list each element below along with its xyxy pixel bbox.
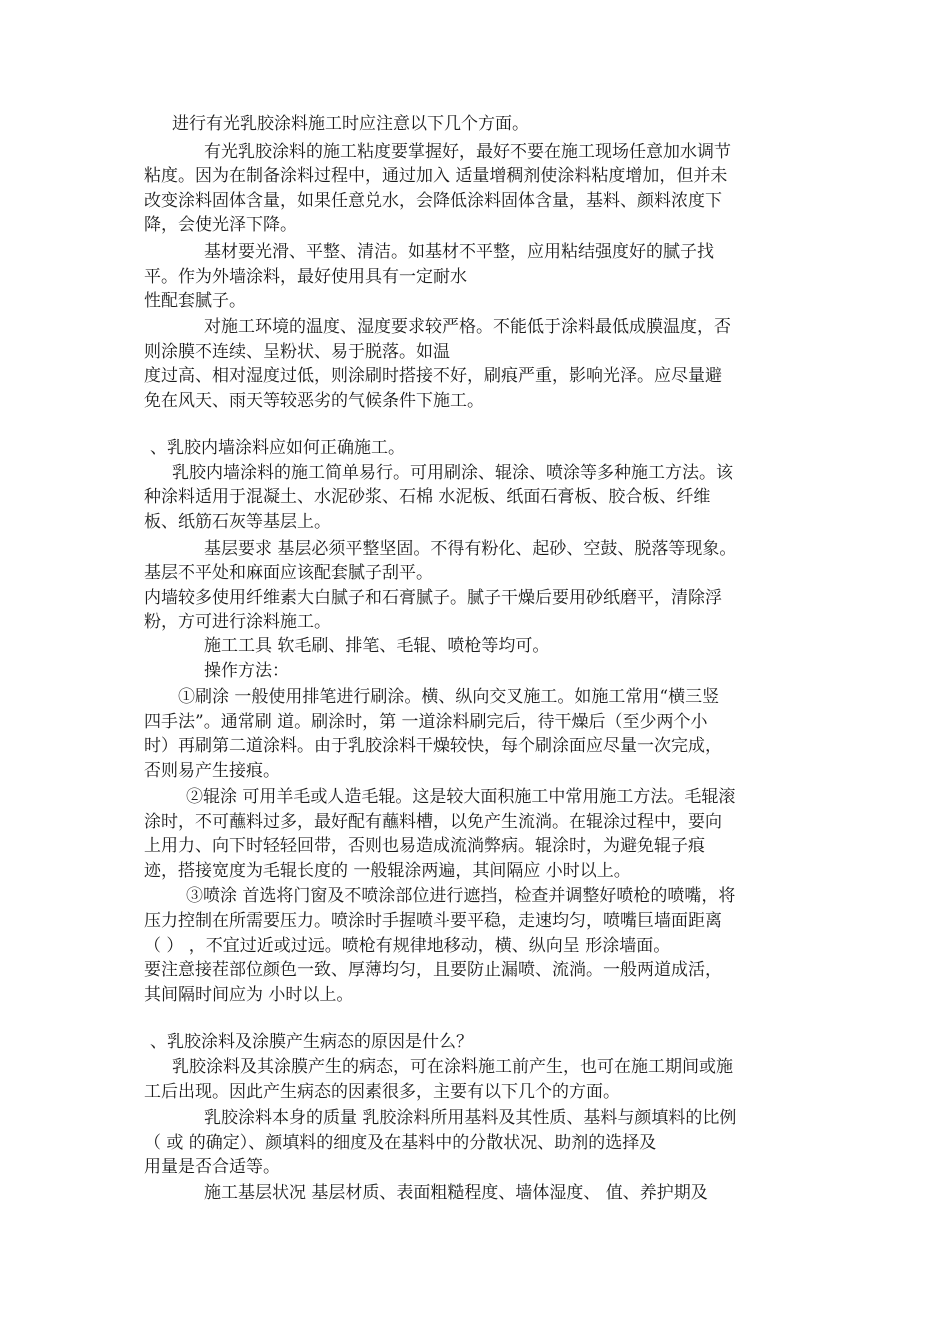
body-text-line: 基层不平处和麻面应该配套腻子刮平。 <box>144 563 433 583</box>
body-text-line: 板、纸筋石灰等基层上。 <box>144 512 331 532</box>
body-text-line: 性配套腻子。 <box>144 291 246 311</box>
body-text-line: 改变涂料固体含量，如果任意兑水，会降低涂料固体含量，基料、颜料浓度下 <box>144 191 722 211</box>
body-text-line: 乳胶涂料本身的质量 乳胶涂料所用基料及其性质、基料与颜填料的比例 <box>204 1108 737 1128</box>
body-text-line: 平。作为外墙涂料，最好使用具有一定耐水 <box>144 267 467 287</box>
body-text-line: ②辊涂 可用羊毛或人造毛辊。这是较大面积施工中常用施工方法。毛辊滚 <box>186 787 736 807</box>
body-text-line: 免在风天、雨天等较恶劣的气候条件下施工。 <box>144 391 484 411</box>
section-heading: 、乳胶内墙涂料应如何正确施工。 <box>150 438 405 458</box>
body-text-line: 基材要光滑、平整、清洁。如基材不平整，应用粘结强度好的腻子找 <box>204 242 714 262</box>
body-text-line: 则涂膜不连续、呈粉状、易于脱落。如温 <box>144 342 450 362</box>
body-text-line: 粉，方可进行涂料施工。 <box>144 612 331 632</box>
body-text-line: 压力控制在所需要压力。喷涂时手握喷斗要平稳，走速均匀，喷嘴巨墙面距离 <box>144 911 722 931</box>
body-text-line: 涂时，不可蘸料过多，最好配有蘸料槽，以免产生流淌。在辊涂过程中，要向 <box>144 812 722 832</box>
body-text-line: 施工工具 软毛刷、排笔、毛辊、喷枪等均可。 <box>204 636 550 656</box>
body-text-line: ③喷涂 首选将门窗及不喷涂部位进行遮挡，检查并调整好喷枪的喷嘴，将 <box>186 886 736 906</box>
body-text-line: 粘度。因为在制备涂料过程中，通过加入 适量增稠剂使涂料粘度增加，但并未 <box>144 166 728 186</box>
body-text-line: ①刷涂 一般使用排笔进行刷涂。横、纵向交叉施工。如施工常用“横三竖 <box>178 687 720 707</box>
body-text-line: 否则易产生接痕。 <box>144 761 280 781</box>
body-text-line: 上用力、向下时轻轻回带，否则也易造成流淌弊病。辊涂时，为避免辊子痕 <box>144 836 705 856</box>
body-text-line: 迹，搭接宽度为毛辊长度的 一般辊涂两遍，其间隔应 小时以上。 <box>144 861 631 881</box>
section-heading: 、乳胶涂料及涂膜产生病态的原因是什么？ <box>150 1032 473 1052</box>
body-text-line: 用量是否合适等。 <box>144 1157 280 1177</box>
body-text-line: 四手法”。通常刷 道。刷涂时，第 一道涂料刷完后，待干燥后（至少两个小 <box>144 712 708 732</box>
body-text-line: 乳胶涂料及其涂膜产生的病态，可在涂料施工前产生，也可在施工期间或施 <box>172 1057 733 1077</box>
body-text-line: 降，会使光泽下降。 <box>144 215 297 235</box>
body-text-line: 进行有光乳胶涂料施工时应注意以下几个方面。 <box>172 114 529 134</box>
body-text-line: 操作方法： <box>204 661 289 681</box>
body-text-line: 时）再刷第二道涂料。由于乳胶涂料干燥较快，每个刷涂面应尽量一次完成， <box>144 736 722 756</box>
body-text-line: 工后出现。因此产生病态的因素很多，主要有以下几个的方面。 <box>144 1082 620 1102</box>
body-text-line: 其间隔时间应为 小时以上。 <box>144 985 354 1005</box>
body-text-line: 种涂料适用于混凝土、水泥砂浆、石棉 水泥板、纸面石膏板、胶合板、纤维 <box>144 487 711 507</box>
body-text-line: 施工基层状况 基层材质、表面粗糙程度、墙体湿度、 值、养护期及 <box>204 1183 708 1203</box>
body-text-line: 乳胶内墙涂料的施工简单易行。可用刷涂、辊涂、喷涂等多种施工方法。该 <box>172 463 733 483</box>
body-text-line: （ 或 的确定）、颜填料的细度及在基料中的分散状况、助剂的选择及 <box>144 1133 657 1153</box>
body-text-line: 对施工环境的温度、湿度要求较严格。不能低于涂料最低成膜温度，否 <box>204 317 731 337</box>
body-text-line: 基层要求 基层必须平整坚固。不得有粉化、起砂、空鼓、脱落等现象。 <box>204 539 737 559</box>
body-text-line: 内墙较多使用纤维素大白腻子和石膏腻子。腻子干燥后要用砂纸磨平，清除浮 <box>144 588 722 608</box>
body-text-line: 要注意接茬部位颜色一致、厚薄均匀，且要防止漏喷、流淌。一般两道成活， <box>144 960 722 980</box>
body-text-line: 度过高、相对湿度过低，则涂刷时搭接不好，刷痕严重，影响光泽。应尽量避 <box>144 366 722 386</box>
body-text-line: 有光乳胶涂料的施工粘度要掌握好，最好不要在施工现场任意加水调节 <box>204 142 731 162</box>
body-text-line: （ ） ，不宜过近或过远。喷枪有规律地移动，横、纵向呈 形涂墙面。 <box>144 936 671 956</box>
